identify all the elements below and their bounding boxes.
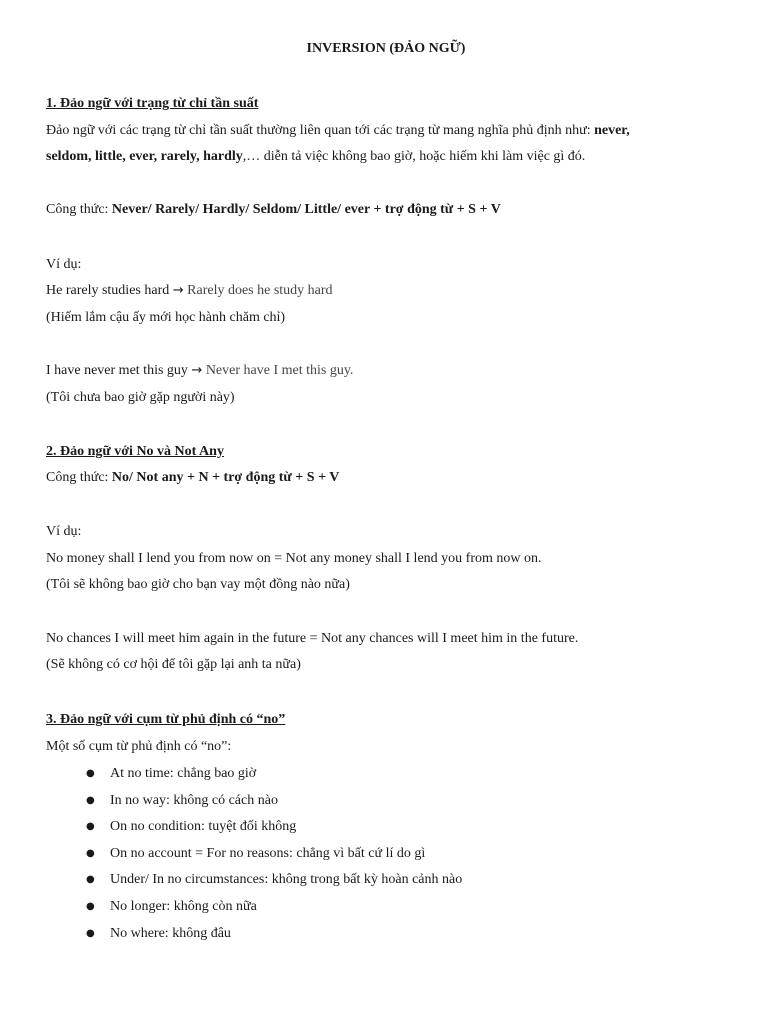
- formula-text: Never/ Rarely/ Hardly/ Seldom/ Little/ ever + trợ động từ + S + V: [111, 202, 501, 217]
- section-1-example-2-translation: (Tôi chưa bao giờ gặp người này): [46, 390, 235, 405]
- formula-label: Công thức:: [46, 202, 112, 217]
- document-title: INVERSION (ĐẢO NGỮ): [306, 41, 466, 56]
- bullet-icon: ●: [86, 795, 95, 806]
- section-1-formula: [46, 201, 501, 219]
- section-2-example-2: No chances I will meet him again in the future = Not any chances will I meet him in the future.: [46, 631, 579, 646]
- example-original: I have never met this guy: [46, 363, 192, 378]
- bullet-icon: ●: [86, 821, 95, 832]
- formula-text: No/ Not any + N + trợ động từ + S + V: [111, 470, 340, 485]
- section-1-adverbs-bold: seldom, little, ever, rarely, hardly: [46, 149, 243, 164]
- section-2-example-1-translation: (Tôi sẽ không bao giờ cho bạn vay một đồng nào nữa): [46, 577, 350, 592]
- bullet-icon: ●: [86, 848, 95, 859]
- section-1-example-1: [46, 282, 333, 300]
- section-2-example-1: No money shall I lend you from now on = Not any money shall I lend you from now on.: [46, 551, 542, 566]
- section-1-intro-line-2: [46, 148, 585, 166]
- section-1-intro-bold: never,: [594, 123, 630, 138]
- bullet-icon: ●: [86, 928, 95, 939]
- bullet-icon: ●: [86, 874, 95, 885]
- section-2-example-2-translation: (Sẽ không có cơ hội để tôi gặp lại anh ta nữa): [46, 657, 301, 672]
- list-item-text: On no account = For no reasons: chẳng vì bất cứ lí do gì: [110, 846, 426, 861]
- bullet-icon: ●: [86, 901, 95, 912]
- section-1-intro-text: Đảo ngữ với các trạng từ chỉ tần suất thường liên quan tới các trạng từ mang nghĩa phủ định như:: [46, 123, 595, 138]
- section-1-example-1-translation: (Hiếm lắm cậu ấy mới học hành chăm chỉ): [46, 310, 286, 325]
- right-arrow-icon: →: [172, 283, 184, 298]
- list-item-text: In no way: không có cách nào: [110, 793, 278, 808]
- section-1-heading: 1. Đảo ngữ với trạng từ chỉ tần suất: [46, 96, 259, 111]
- example-original: He rarely studies hard: [46, 283, 173, 298]
- right-arrow-icon: →: [191, 363, 203, 378]
- example-inverted: Never have I met this guy.: [202, 363, 354, 378]
- example-inverted: Rarely does he study hard: [183, 283, 333, 298]
- formula-label: Công thức:: [46, 470, 112, 485]
- section-1-intro-line-1: [46, 122, 630, 140]
- list-item-text: Under/ In no circumstances: không trong bất kỳ hoàn cảnh nào: [110, 872, 463, 887]
- section-1-example-2: [46, 362, 353, 380]
- list-item-text: On no condition: tuyệt đối không: [110, 819, 297, 834]
- section-2-heading: 2. Đảo ngữ với No và Not Any: [46, 444, 224, 459]
- list-item-text: At no time: chẳng bao giờ: [110, 766, 257, 781]
- list-item-text: No longer: không còn nữa: [110, 899, 257, 914]
- section-2-formula: [46, 469, 339, 487]
- section-3-intro: Một số cụm từ phủ định có “no”:: [46, 739, 232, 754]
- section-2-example-label: Ví dụ:: [46, 524, 82, 539]
- section-1-intro-continuation: ,… diễn tả việc không bao giờ, hoặc hiếm khi làm việc gì đó.: [242, 149, 586, 164]
- section-3-heading: 3. Đảo ngữ với cụm từ phủ định có “no”: [46, 712, 286, 727]
- bullet-icon: ●: [86, 768, 95, 779]
- list-item-text: No where: không đâu: [110, 926, 231, 941]
- section-1-example-label: Ví dụ:: [46, 257, 82, 272]
